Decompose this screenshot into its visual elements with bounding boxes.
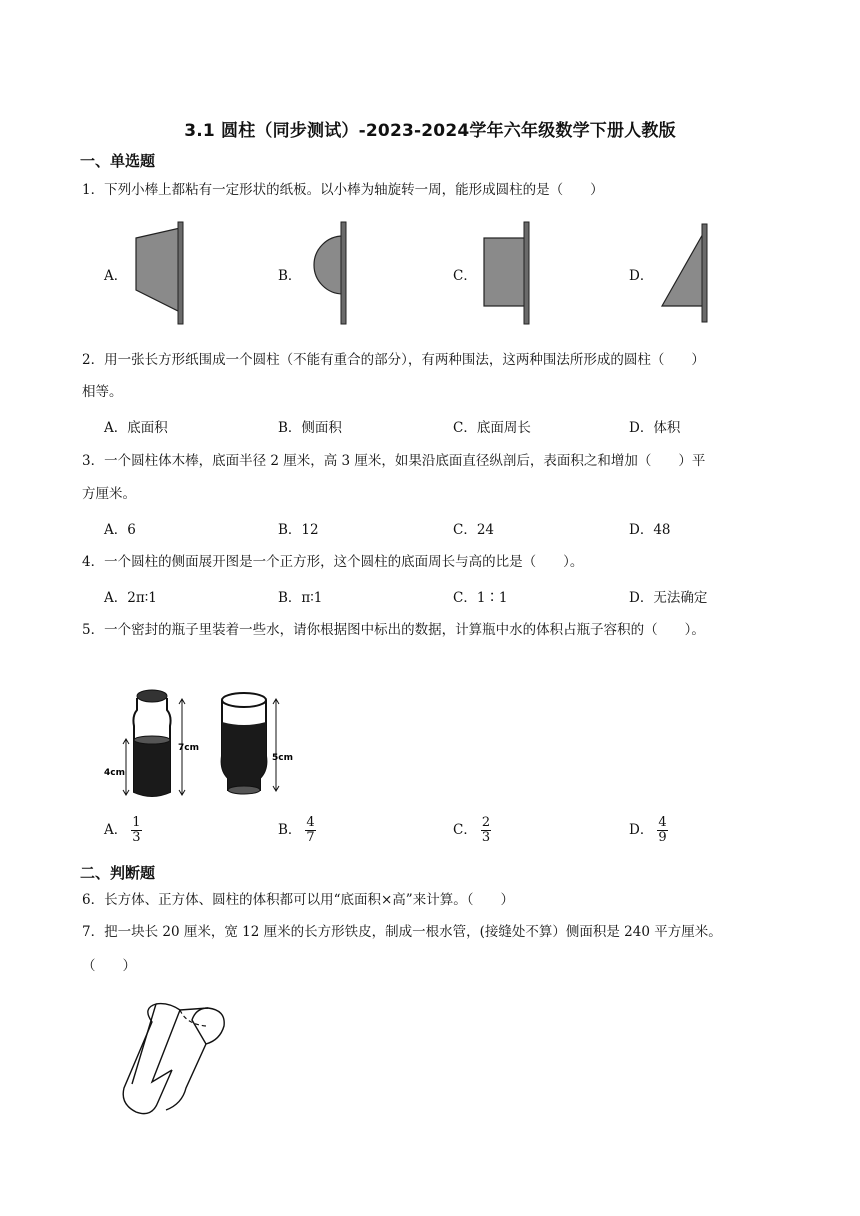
q5-bottle-figure [104, 686, 304, 806]
q1-option-d-label: D． [629, 268, 654, 284]
q3-option-a: A．6 [104, 522, 136, 538]
q3-option-b: B．12 [278, 522, 319, 538]
q5-option-d: D． $\frac{4}{9}$ [629, 815, 667, 845]
q5-option-c: C． $\frac{2}{3}$ [453, 815, 491, 845]
q5-label-5cm: 5cm [272, 753, 293, 763]
q1-option-c-label: C． [453, 268, 477, 284]
question-2-line1: 2．用一张长方形纸围成一个圆柱（不能有重合的部分），有两种围法，这两种围法所形成的圆柱（ ） [82, 352, 705, 368]
question-7-line1: 7．把一块长 20 厘米，宽 12 厘米的长方形铁皮，制成一根水管，(接缝处不算）侧面积是 240 平方厘米。 [82, 924, 722, 940]
q1-figure-d-triangle [658, 220, 718, 326]
q5-label-4cm: 4cm [104, 768, 125, 778]
section-heading-single-choice: 一、单选题 [80, 152, 156, 170]
q5-label-7cm: 7cm [178, 743, 199, 753]
question-3-line2: 方厘米。 [82, 486, 136, 502]
question-7-line2: （ ） [82, 958, 136, 974]
question-1-text: 1．下列小棒上都粘有一定形状的纸板。以小棒为轴旋转一周，能形成圆柱的是（ ） [82, 182, 604, 198]
q4-option-b: B．π∶1 [278, 590, 323, 606]
q2-option-a: A．底面积 [104, 420, 168, 436]
section-heading-true-false: 二、判断题 [80, 864, 156, 882]
q4-option-a: A．2π∶1 [104, 590, 157, 606]
q3-option-c: C．24 [453, 522, 495, 538]
q5-option-a-fraction: $\frac{1}{3}$ [132, 815, 141, 845]
q1-figure-c-rectangle [480, 220, 535, 326]
question-4-text: 4．一个圆柱的侧面展开图是一个正方形，这个圆柱的底面周长与高的比是（ ）。 [82, 554, 584, 570]
q2-option-d: D．体积 [629, 420, 681, 436]
q4-option-c: C．1∶1 [453, 590, 508, 606]
q1-option-a-label: A． [104, 268, 128, 284]
q2-option-b: B．侧面积 [278, 420, 342, 436]
q1-option-b-label: B． [278, 268, 302, 284]
q1-figure-a-trapezoid [130, 220, 190, 326]
q7-rolled-sheet-figure [112, 1000, 242, 1120]
question-2-line2: 相等。 [82, 384, 123, 400]
q5-option-b-fraction: $\frac{4}{7}$ [306, 815, 315, 845]
q3-option-d: D．48 [629, 522, 671, 538]
question-5-text: 5．一个密封的瓶子里装着一些水，请你根据图中标出的数据，计算瓶中水的体积占瓶子容积的（ ）。 [82, 622, 705, 638]
q5-option-b: B． $\frac{4}{7}$ [278, 815, 315, 845]
question-3-line1: 3．一个圆柱体木棒，底面半径 2 厘米，高 3 厘米，如果沿底面直径纵剖后，表面积之和增加（ ）平 [82, 453, 706, 469]
q5-option-c-fraction: $\frac{2}{3}$ [481, 815, 491, 845]
q2-option-c: C．底面周长 [453, 420, 531, 436]
page-title: 3.1 圆柱（同步测试）-2023-2024学年六年级数学下册人教版 [184, 121, 676, 141]
q4-option-d: D．无法确定 [629, 590, 708, 606]
q5-option-d-fraction: $\frac{4}{9}$ [658, 815, 667, 845]
q5-option-a: A． $\frac{1}{3}$ [104, 815, 141, 845]
question-6-text: 6．长方体、正方体、圆柱的体积都可以用“底面积×高”来计算。（ ） [82, 892, 514, 908]
q1-figure-b-semicircle [305, 220, 355, 326]
